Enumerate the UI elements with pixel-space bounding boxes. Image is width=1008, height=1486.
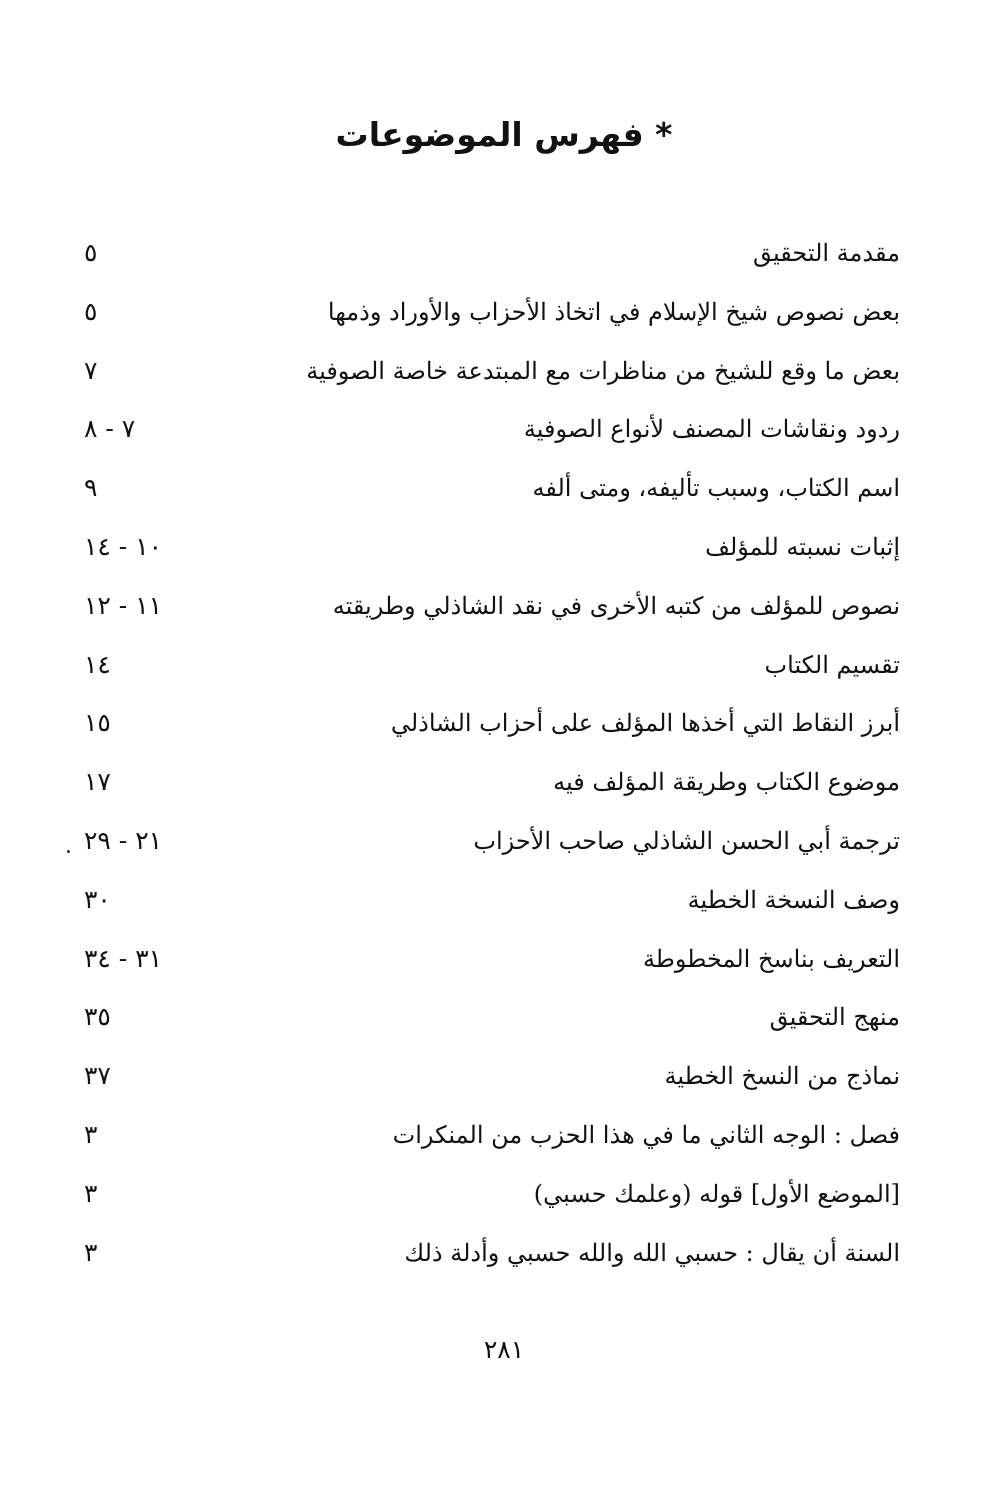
toc-entry <box>84 695 900 754</box>
toc-entry-title: مقدمة التحقيق <box>752 239 900 267</box>
page-number: ٢٨١ <box>483 1335 525 1364</box>
toc-entry <box>84 1107 900 1166</box>
toc-entry <box>84 401 900 460</box>
toc-entry-title: وصف النسخة الخطية <box>687 885 900 914</box>
toc-entry-title: نصوص للمؤلف من كتبه الأخرى في نقد الشاذلي وطريقته <box>332 591 900 620</box>
toc-entry-title: بعض ما وقع للشيخ من مناظرات مع المبتدعة خاصة الصوفية <box>306 356 900 385</box>
toc-entry-page: ٩ <box>84 473 98 503</box>
toc-entry-title: التعريف بناسخ المخطوطة <box>642 944 900 973</box>
toc-entry-title: ردود ونقاشات المصنف لأنواع الصوفية <box>523 415 900 444</box>
toc-entry <box>84 460 900 519</box>
toc-entry-page: ٣ <box>84 1237 98 1267</box>
toc-entry-title: إثبات نسبته للمؤلف <box>705 532 900 561</box>
toc-entry <box>84 343 900 402</box>
toc-entry <box>84 578 900 637</box>
toc-entry <box>84 637 900 696</box>
toc-entry <box>84 872 900 931</box>
toc-entry-page: ٧ <box>84 355 98 385</box>
toc-entry <box>84 1166 900 1225</box>
toc-entry-title: تقسيم الكتاب <box>764 650 900 679</box>
toc-entry-title: [الموضع الأول] قوله (وعلمك حسبي) <box>533 1179 900 1208</box>
toc-entry-page: ٥ <box>84 296 98 326</box>
toc-entry-title: نماذج من النسخ الخطية <box>664 1062 900 1091</box>
toc-entry <box>84 754 900 813</box>
toc-entry-page: ١١ - ١٢ <box>84 590 163 620</box>
toc-entry <box>84 519 900 578</box>
print-speck <box>67 850 70 853</box>
toc-entry-page: ١٤ <box>84 649 111 679</box>
toc-entry <box>84 931 900 990</box>
toc-entry-title: السنة أن يقال : حسبي الله والله حسبي وأدلة ذلك <box>404 1238 900 1267</box>
toc-entry-page: ٣٥ <box>84 1002 111 1032</box>
toc-entry-title: ترجمة أبي الحسن الشاذلي صاحب الأحزاب <box>473 826 900 855</box>
toc-entry-page: ٣ <box>84 1119 98 1149</box>
toc-entry-page: ٣ <box>84 1178 98 1208</box>
toc-entry-page: ١٧ <box>84 767 111 797</box>
toc-entry-title: اسم الكتاب، وسبب تأليفه، ومتى ألفه <box>532 474 900 503</box>
toc-entry <box>84 989 900 1048</box>
toc-entry-page: ٣٠ <box>84 884 111 914</box>
toc-entry-title: منهج التحقيق <box>769 1003 900 1032</box>
toc-entry-title: أبرز النقاط التي أخذها المؤلف على أحزاب الشاذلي <box>390 709 900 738</box>
toc-entry-page: ١٥ <box>84 708 111 738</box>
toc-entry-title: بعض نصوص شيخ الإسلام في اتخاذ الأحزاب والأوراد وذمها <box>327 297 900 326</box>
toc-entry-page: ٣٧ <box>84 1061 111 1091</box>
toc-entry-page: ٣١ - ٣٤ <box>84 943 163 973</box>
toc-entry <box>84 813 900 872</box>
toc-entry-page: ٧ - ٨ <box>84 414 136 444</box>
toc-entry-page: ١٠ - ١٤ <box>84 531 163 561</box>
toc-entry <box>84 1225 900 1284</box>
toc-entry <box>84 1048 900 1107</box>
toc-entry-page: ٢١ - ٢٩ <box>84 825 163 855</box>
toc-entry-title: فصل : الوجه الثاني ما في هذا الحزب من المنكرات <box>392 1120 900 1149</box>
toc-entry-title: موضوع الكتاب وطريقة المؤلف فيه <box>553 768 900 797</box>
toc-entry <box>84 284 900 343</box>
page-title: * فهرس الموضوعات <box>335 115 673 154</box>
toc-entry <box>84 225 900 284</box>
table-of-contents <box>84 225 900 1283</box>
toc-entry-page: ٥ <box>84 238 98 267</box>
